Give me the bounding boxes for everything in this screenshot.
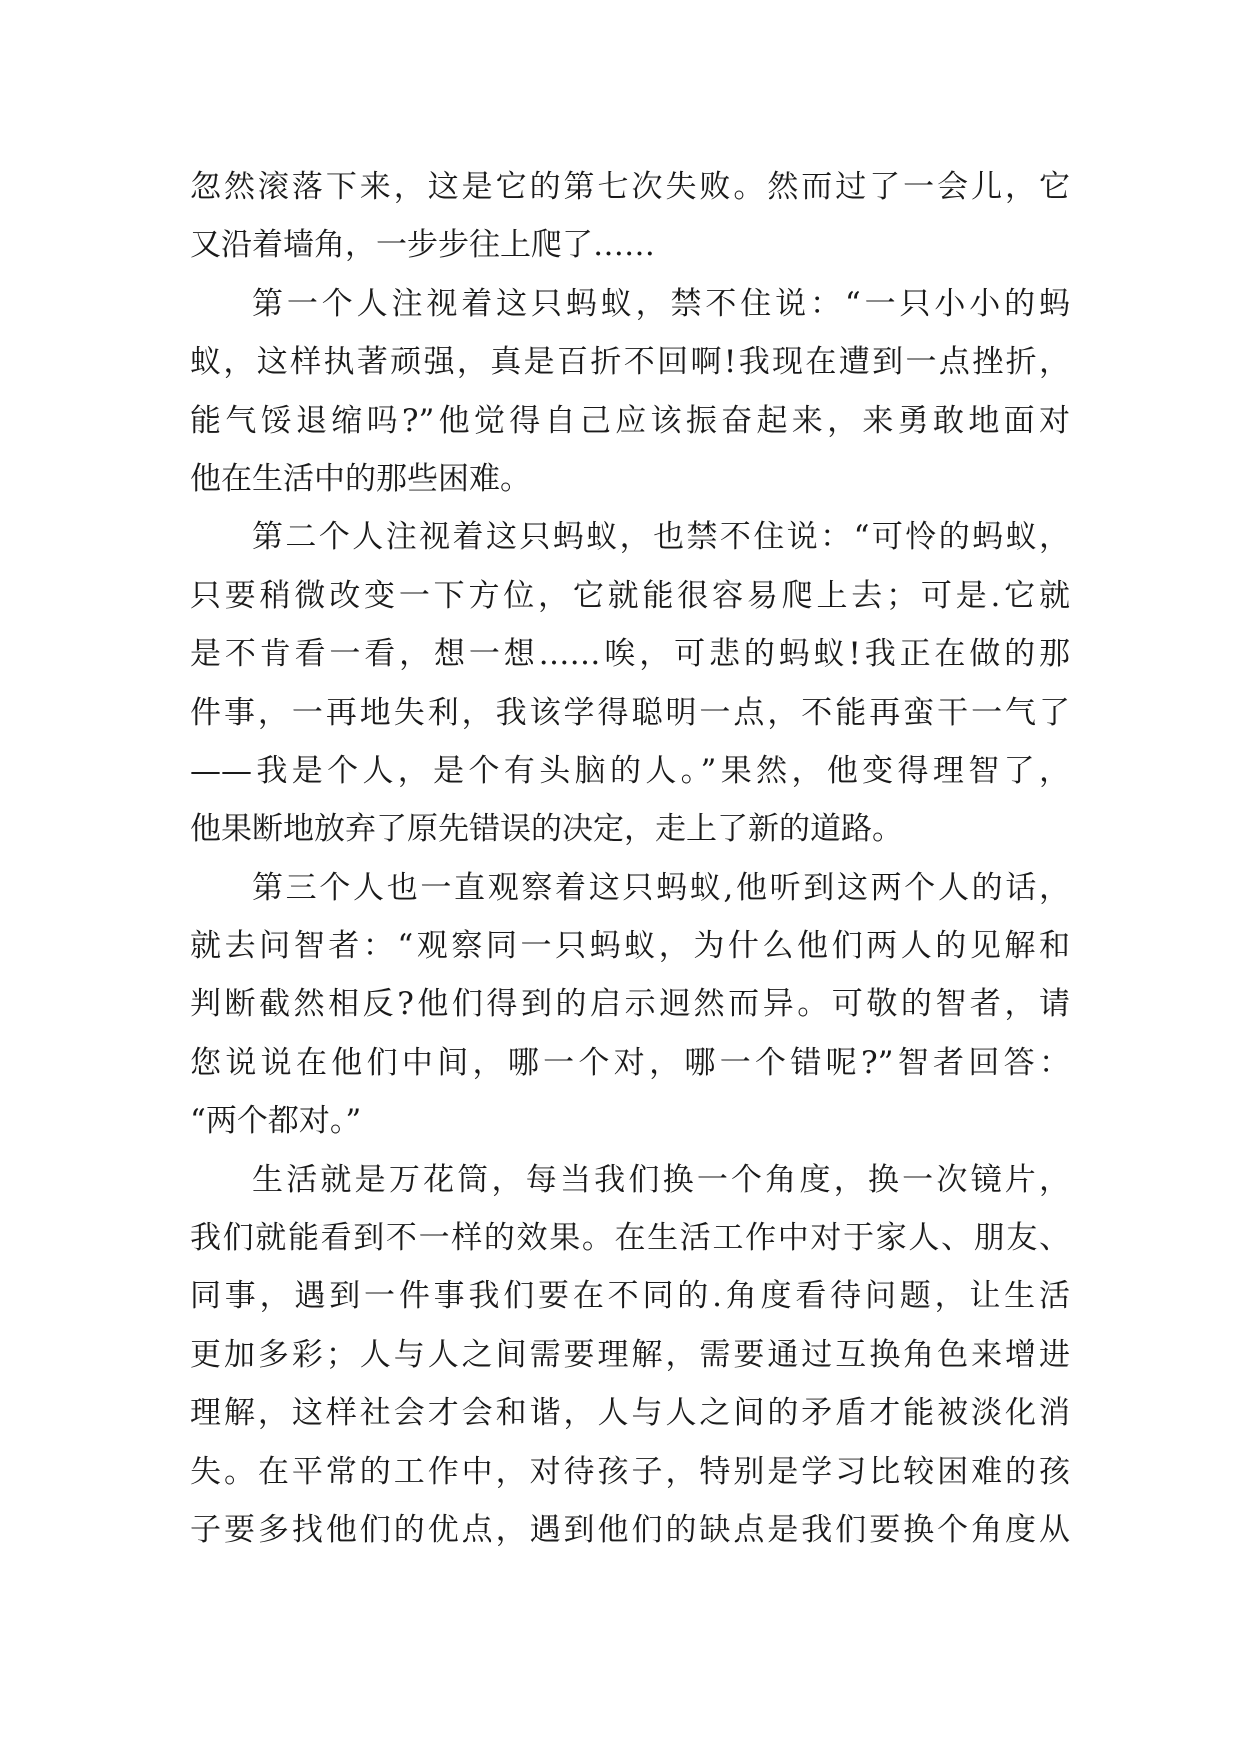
text-line: 第一个人注视着这只蚂蚁，禁不住说：“一只小小的蚂 — [252, 285, 1070, 322]
text-line: 只要稍微改变一下方位，它就能很容易爬上去；可是.它就 — [190, 577, 1070, 614]
text-line: 生活就是万花筒，每当我们换一个角度，换一次镜片， — [252, 1161, 1070, 1198]
body-text — [190, 158, 1070, 1559]
text-line: 您说说在他们中间，哪一个对，哪一个错呢?”智者回答： — [190, 1044, 1070, 1081]
text-line: ——我是个人，是个有头脑的人。”果然，他变得理智了， — [190, 752, 1070, 789]
text-line: 同事，遇到一件事我们要在不同的.角度看待问题，让生活 — [190, 1278, 1070, 1315]
text-line: 第二个人注视着这只蚂蚁，也禁不住说：“可怜的蚂蚁， — [252, 519, 1070, 556]
text-line: 就去问智者：“观察同一只蚂蚁，为什么他们两人的见解和 — [190, 928, 1070, 965]
text-line: 是不肯看一看，想一想……唉，可悲的蚂蚁!我正在做的那 — [190, 636, 1070, 673]
text-line: 忽然滚落下来，这是它的第七次失败。然而过了一会儿，它 — [190, 169, 1070, 205]
text-line: 我们就能看到不一样的效果。在生活工作中对于家人、朋友、 — [190, 1220, 1070, 1257]
text-line: 理解，这样社会才会和谐，人与人之间的矛盾才能被淡化消 — [190, 1395, 1070, 1432]
text-line: 失。在平常的工作中，对待孩子，特别是学习比较困难的孩 — [190, 1453, 1070, 1490]
text-line: 第三个人也一直观察着这只蚂蚁,他听到这两个人的话， — [252, 869, 1070, 906]
text-line: “两个都对。” — [190, 1103, 362, 1140]
text-line: 他在生活中的那些困难。 — [190, 460, 531, 497]
text-line: 能气馁退缩吗?”他觉得自己应该振奋起来，来勇敢地面对 — [190, 402, 1070, 439]
text-line: 子要多找他们的优点，遇到他们的缺点是我们要换个角度从 — [190, 1511, 1070, 1548]
text-line: 更加多彩；人与人之间需要理解，需要通过互换角色来增进 — [190, 1336, 1070, 1373]
text-line: 判断截然相反?他们得到的启示迥然而异。可敬的智者，请 — [190, 986, 1070, 1023]
text-line: 蚁，这样执著顽强，真是百折不回啊!我现在遭到一点挫折， — [190, 344, 1070, 381]
text-line: 件事，一再地失利，我该学得聪明一点，不能再蛮干一气了 — [190, 694, 1070, 731]
text-line: 他果断地放弃了原先错误的决定，走上了新的道路。 — [190, 811, 903, 848]
text-line: 又沿着墙角，一步步往上爬了…… — [190, 227, 655, 264]
